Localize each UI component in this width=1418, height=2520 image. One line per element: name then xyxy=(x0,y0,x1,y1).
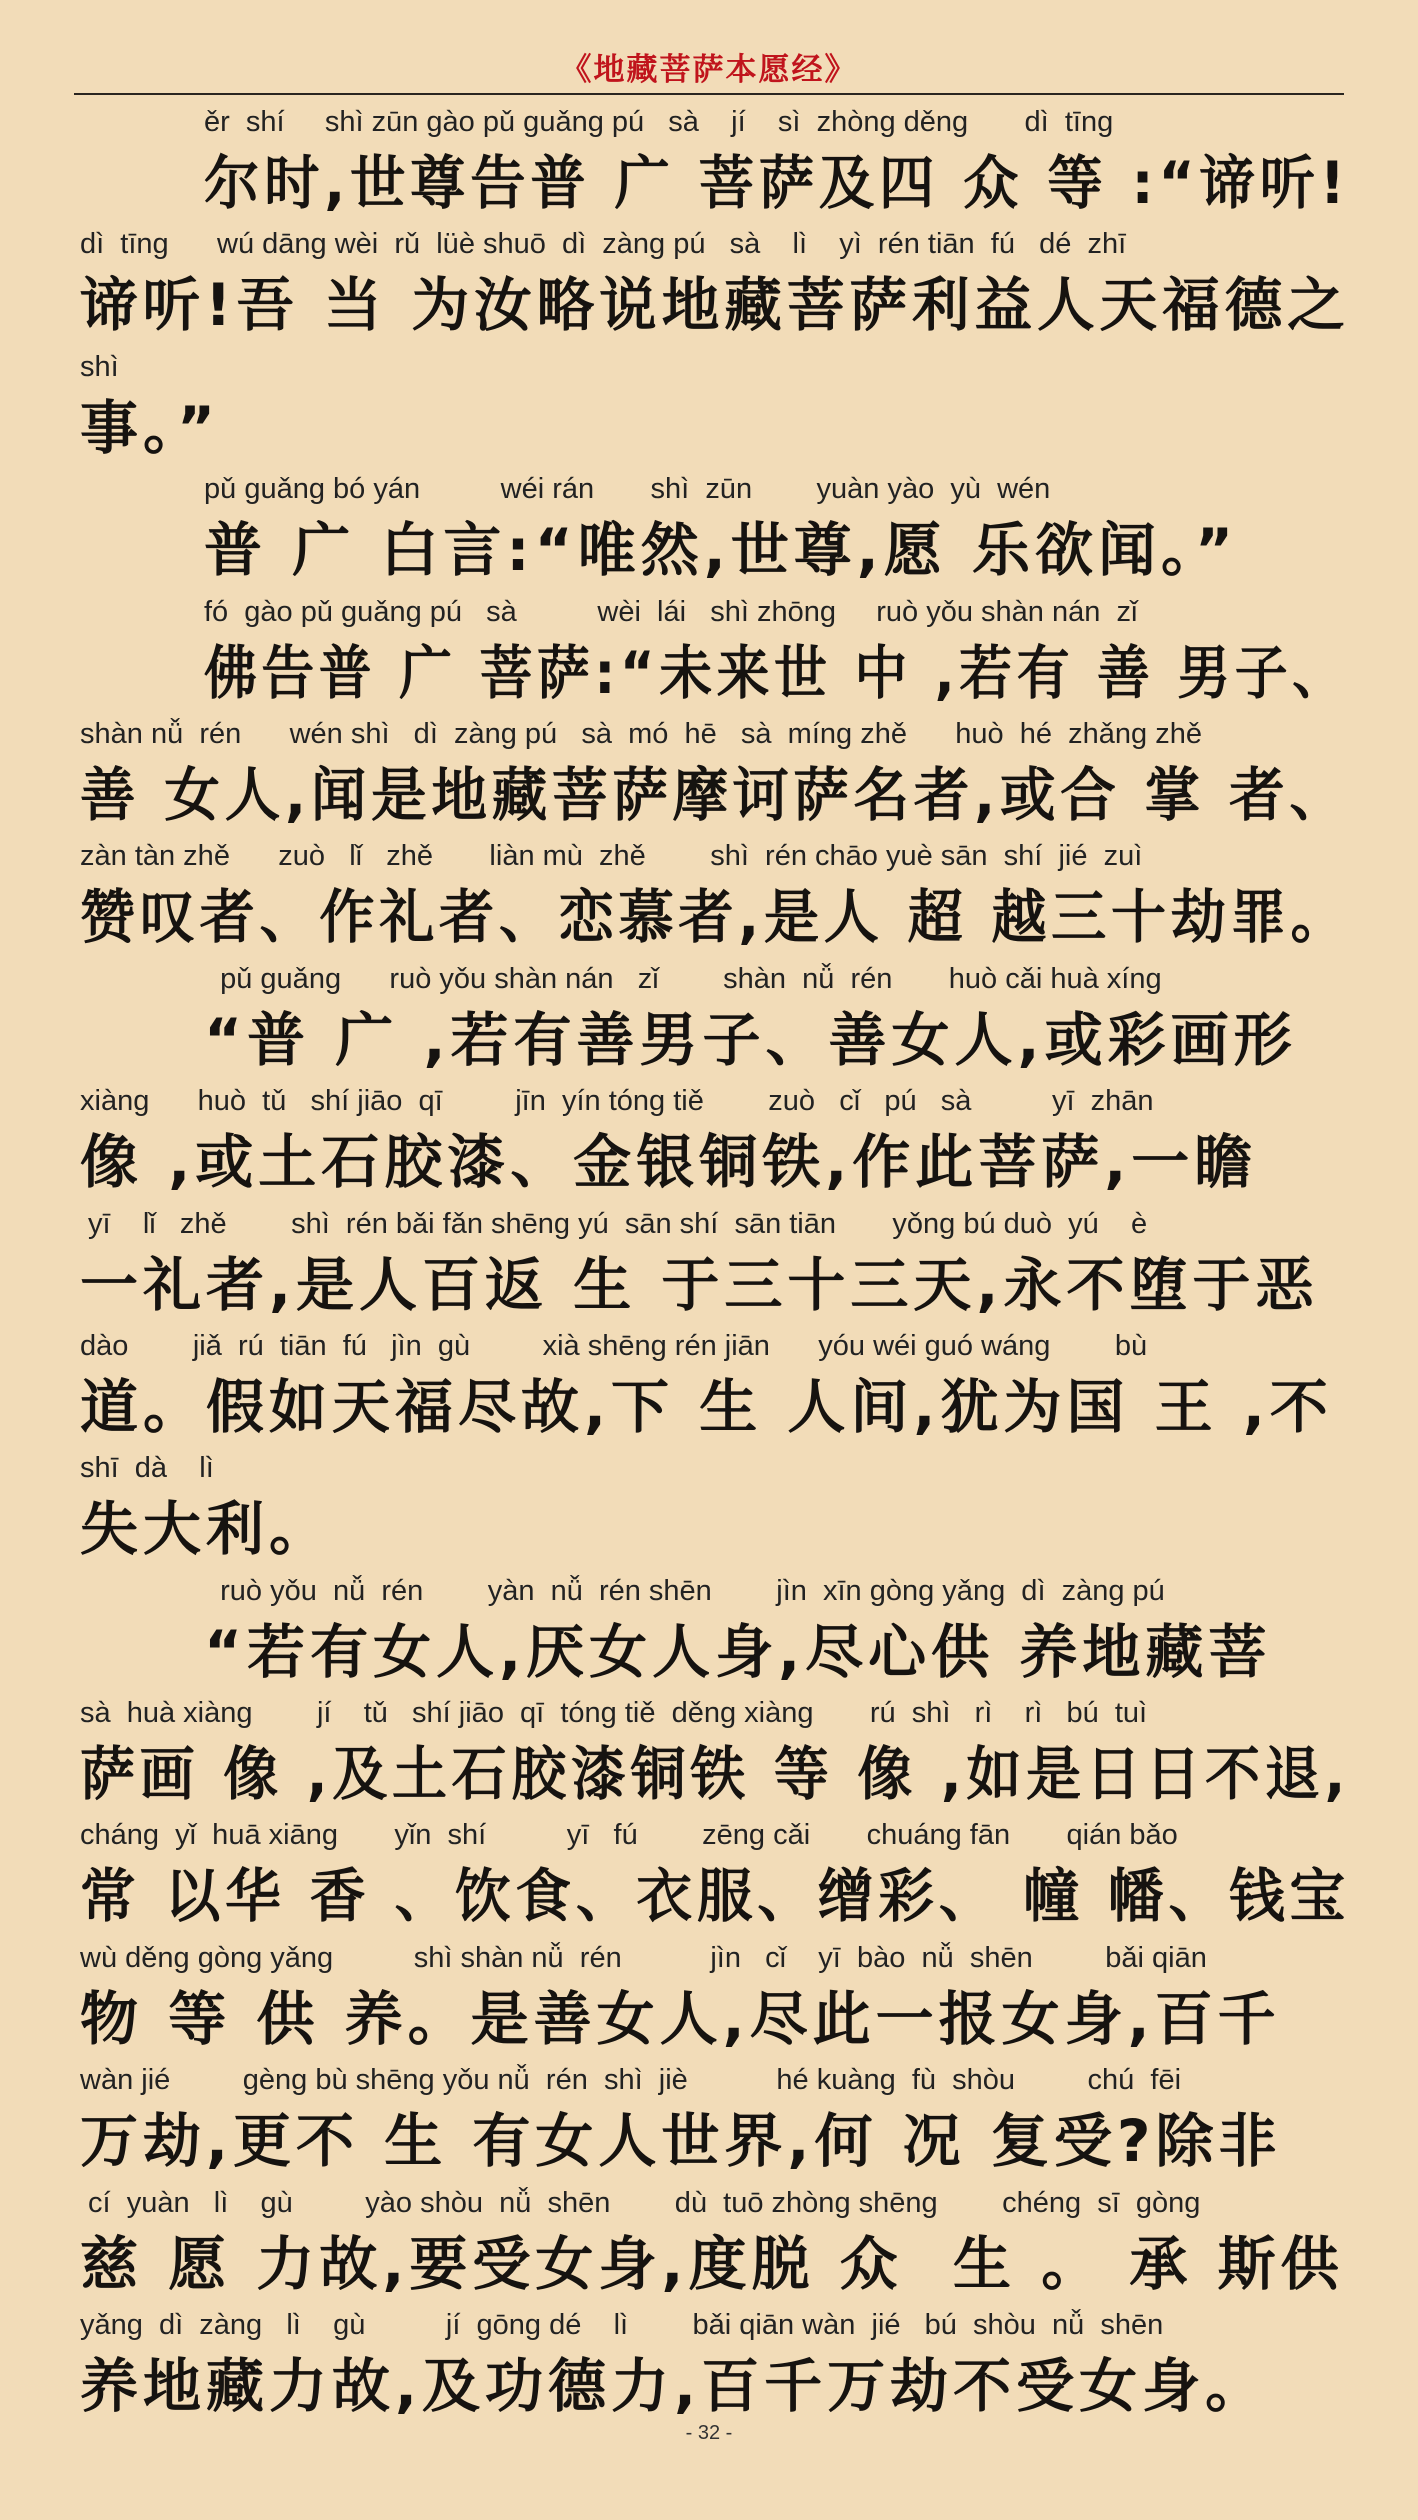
chinese-text: 一礼者,是人百返 生 于三十三天,永不堕于恶 xyxy=(80,1250,1319,1319)
text-line xyxy=(80,1809,1350,1931)
text-line xyxy=(204,1565,1350,1687)
chinese-text: 道。假如天福尽故,下 生 人间,犹为国 王 ,不 xyxy=(80,1372,1333,1441)
chinese-text: 失大利。 xyxy=(80,1495,333,1564)
scripture-text xyxy=(80,96,1350,2421)
chinese-text: 养地藏力故,及功德力,百千万劫不受女身。 xyxy=(80,2352,1269,2421)
paragraph xyxy=(80,586,1350,708)
chinese-text: 善 女人,闻是地藏菩萨摩诃萨名者,或合 掌 者、 xyxy=(80,760,1350,829)
chinese-text: “普 广 ,若有善男子、善女人,或彩画形 xyxy=(204,1005,1297,1074)
text-line xyxy=(204,96,1350,218)
pinyin-annotation: fó gào pǔ guǎng pú sà wèi lái shì zhōng ruò yǒu shàn nán zǐ xyxy=(204,595,1138,628)
chinese-text: 尔时,世尊告普 广 菩萨及四 众 等 :“谛听! xyxy=(204,149,1350,217)
pinyin-annotation: zàn tàn zhě zuò lǐ zhě liàn mù zhě shì rén chāo yuè sān shí jié zuì xyxy=(80,840,1143,873)
pinyin-annotation: sà huà xiàng jí tǔ shí jiāo qī tóng tiě děng xiàng rú shì rì rì bú tuì xyxy=(80,1697,1148,1730)
chinese-text: 万劫,更不 生 有女人世界,何 况 复受?除非 xyxy=(80,2107,1282,2176)
pinyin-annotation: ěr shí shì zūn gào pǔ guǎng pú sà jí sì zhòng děng dì tīng xyxy=(204,106,1114,138)
pinyin-annotation: dì tīng wú dāng wèi rǔ lüè shuō dì zàng pú sà lì yì rén tiān fú dé zhī xyxy=(80,228,1127,261)
pinyin-annotation: shì xyxy=(80,350,119,383)
pinyin-annotation: xiàng huò tǔ shí jiāo qī jīn yín tóng tiě zuò cǐ pú sà yī zhān xyxy=(80,1085,1154,1118)
chinese-text: 常 以华 香 、饮食、衣服、缯彩、 幢 幡、钱宝 xyxy=(80,1862,1350,1931)
paragraph xyxy=(80,708,1350,953)
text-line xyxy=(80,1687,1350,1809)
page-number: - 32 - xyxy=(685,2422,733,2444)
pinyin-annotation: yī lǐ zhě shì rén bǎi fǎn shēng yú sān shí sān tiān yǒng bú duò yú è xyxy=(80,1207,1148,1240)
text-line xyxy=(80,708,1350,830)
chinese-text: 普 广 白言:“唯然,世尊,愿 乐欲闻。” xyxy=(204,516,1239,585)
text-line xyxy=(204,586,1350,708)
text-line xyxy=(80,1075,1350,1197)
text-line xyxy=(80,341,1350,463)
text-line xyxy=(80,830,1350,952)
pinyin-annotation: pǔ guǎng ruò yǒu shàn nán zǐ shàn nǚ rén huò cǎi huà xíng xyxy=(204,962,1162,995)
paragraph xyxy=(80,1565,1350,1687)
pinyin-annotation: cháng yǐ huā xiāng yǐn shí yī fú zēng cǎi chuáng fān qián bǎo xyxy=(80,1819,1178,1852)
pinyin-annotation: shàn nǚ rén wén shì dì zàng pú sà mó hē sà míng zhě huò hé zhǎng zhě xyxy=(80,717,1202,750)
pinyin-annotation: pǔ guǎng bó yán wéi rán shì zūn yuàn yào yù wén xyxy=(204,473,1051,506)
pinyin-annotation: wù děng gòng yǎng shì shàn nǚ rén jìn cǐ yī bào nǚ shēn bǎi qiān xyxy=(80,1941,1207,1974)
paragraph xyxy=(80,96,1350,218)
text-line xyxy=(204,953,1350,1075)
chinese-text: 物 等 供 养。是善女人,尽此一报女身,百千 xyxy=(80,1984,1281,2053)
text-line xyxy=(80,1320,1350,1442)
text-line xyxy=(80,1442,1350,1564)
paragraph xyxy=(80,463,1350,585)
text-line xyxy=(80,2177,1350,2299)
book-title: 《地藏菩萨本愿经》 xyxy=(560,52,858,88)
paragraph xyxy=(80,953,1350,1075)
pinyin-annotation: shī dà lì xyxy=(80,1452,214,1485)
paragraph xyxy=(80,1687,1350,2421)
chinese-text: 萨画 像 ,及土石胶漆铜铁 等 像 ,如是日日不退, xyxy=(80,1740,1351,1809)
chinese-text: 事。” xyxy=(80,393,221,462)
text-line xyxy=(204,463,1350,585)
paragraph xyxy=(80,218,1350,463)
pinyin-annotation: yǎng dì zàng lì gù jí gōng dé lì bǎi qiān wàn jié bú shòu nǚ shēn xyxy=(80,2309,1164,2342)
pinyin-annotation: cí yuàn lì gù yào shòu nǚ shēn dù tuō zhòng shēng chéng sī gòng xyxy=(80,2186,1201,2219)
text-line xyxy=(80,2054,1350,2176)
pinyin-annotation: wàn jié gèng bù shēng yǒu nǚ rén shì jiè hé kuàng fù shòu chú fēi xyxy=(80,2064,1182,2097)
chinese-text: “若有女人,厌女人身,尽心供 养地藏菩 xyxy=(204,1617,1272,1686)
text-line xyxy=(80,1932,1350,2054)
text-line xyxy=(80,1198,1350,1320)
pinyin-annotation: dào jiǎ rú tiān fú jìn gù xià shēng rén jiān yóu wéi guó wáng bù xyxy=(80,1329,1148,1362)
text-line xyxy=(80,218,1350,340)
chinese-text: 谛听!吾 当 为汝略说地藏菩萨利益人天福德之 xyxy=(80,271,1350,340)
text-line xyxy=(80,2299,1350,2421)
pinyin-annotation: ruò yǒu nǚ rén yàn nǚ rén shēn jìn xīn gòng yǎng dì zàng pú xyxy=(204,1574,1165,1607)
header-divider xyxy=(74,93,1344,95)
chinese-text: 赞叹者、作礼者、恋慕者,是人 超 越三十劫罪。 xyxy=(80,883,1351,952)
chinese-text: 佛告普 广 菩萨:“未来世 中 ,若有 善 男子、 xyxy=(204,638,1350,707)
chinese-text: 慈 愿 力故,要受女身,度脱 众 生 。 承 斯供 xyxy=(80,2229,1344,2298)
chinese-text: 像 ,或土石胶漆、金银铜铁,作此菩萨,一瞻 xyxy=(80,1128,1258,1197)
paragraph xyxy=(80,1075,1350,1565)
